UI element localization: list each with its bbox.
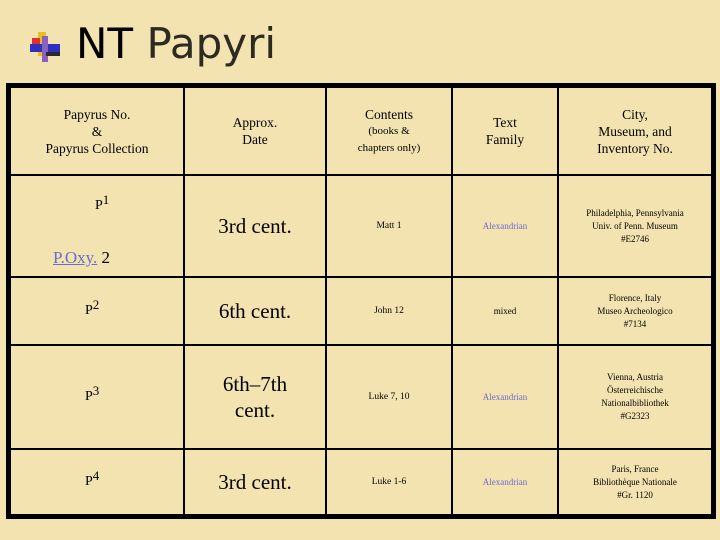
- header-line: &: [91, 123, 103, 139]
- papyrus-number-cell: [10, 449, 184, 515]
- papyrus-letter: P: [95, 198, 103, 213]
- title-bar: [0, 0, 720, 82]
- collection-number: 2: [101, 248, 110, 267]
- papyrus-letter: P: [85, 389, 93, 404]
- title-main: NT: [76, 19, 134, 68]
- date-line: cent.: [234, 398, 276, 422]
- contents-cell: John 12: [326, 277, 452, 345]
- collection-ref: [53, 248, 110, 268]
- location-line: #Gr. 1120: [617, 489, 653, 500]
- location-line: #E2746: [621, 233, 649, 244]
- header-line: Contents: [364, 106, 413, 122]
- header-line: Inventory No.: [597, 140, 673, 156]
- location-cell: [558, 449, 712, 515]
- date-cell: 3rd cent.: [184, 175, 326, 277]
- header-line: (books &: [368, 124, 410, 137]
- header-papyrus-no: [10, 87, 184, 175]
- papyrus-letter: P: [85, 474, 93, 489]
- contents-cell: Luke 7, 10: [326, 345, 452, 449]
- header-line: Family: [485, 132, 525, 147]
- papyrus-number-cell: [10, 277, 184, 345]
- location-line: Philadelphia, Pennsylvania: [586, 207, 684, 218]
- papyrus-number: 4: [92, 468, 100, 483]
- header-line: Papyrus Collection: [45, 140, 149, 156]
- date-cell: 6th cent.: [184, 277, 326, 345]
- location-line: Vienna, Austria: [607, 372, 663, 382]
- location-line: Paris, France: [611, 463, 659, 474]
- page-title: [76, 16, 276, 72]
- papyrus-number-cell: [10, 175, 184, 277]
- header-contents: [326, 87, 452, 175]
- table-row: [10, 345, 712, 449]
- location-line: #7134: [623, 318, 647, 329]
- location-line: Florence, Italy: [608, 292, 662, 303]
- location-cell: [558, 175, 712, 277]
- text-family-link[interactable]: Alexandrian: [452, 449, 558, 515]
- location-line: Nationalbibliothek: [601, 398, 669, 408]
- location-line: Museo Archeologico: [597, 305, 673, 316]
- header-location: [558, 87, 712, 175]
- contents-cell: Matt 1: [326, 175, 452, 277]
- header-date: [184, 87, 326, 175]
- papyrus-letter: P: [85, 303, 93, 318]
- header-line: Museum, and: [598, 123, 672, 139]
- header-line: Approx.: [232, 115, 278, 130]
- papyrus-number: 1: [102, 192, 110, 207]
- header-line: City,: [622, 106, 648, 122]
- location-line: Bibliothèque Nationale: [593, 476, 677, 487]
- text-family-link[interactable]: Alexandrian: [452, 345, 558, 449]
- text-family-cell: mixed: [452, 277, 558, 345]
- papyri-table: [6, 83, 716, 519]
- table-row: [10, 175, 712, 277]
- location-cell: [558, 345, 712, 449]
- contents-cell: Luke 1-6: [326, 449, 452, 515]
- papyrus-number-cell: [10, 345, 184, 449]
- location-line: Österreichische: [607, 385, 663, 395]
- header-text-family: [452, 87, 558, 175]
- date-cell: [184, 345, 326, 449]
- collection-link[interactable]: P.Oxy.: [53, 248, 98, 267]
- papyrus-bullet-icon: [28, 32, 64, 64]
- header-line: Date: [242, 132, 268, 147]
- date-cell: 3rd cent.: [184, 449, 326, 515]
- header-line: Papyrus No.: [63, 106, 131, 122]
- title-sub: Papyri: [146, 19, 277, 68]
- header-row: [10, 87, 712, 175]
- header-line: Text: [493, 115, 517, 130]
- location-cell: [558, 277, 712, 345]
- location-line: #G2323: [620, 411, 650, 421]
- papyrus-number: 2: [92, 297, 100, 312]
- papyrus-number: 3: [92, 383, 100, 398]
- text-family-link[interactable]: Alexandrian: [452, 175, 558, 277]
- table-row: [10, 277, 712, 345]
- date-line: 6th–7th: [222, 372, 288, 396]
- location-line: Univ. of Penn. Museum: [592, 220, 678, 231]
- header-line: chapters only): [357, 141, 421, 154]
- table-row: [10, 449, 712, 515]
